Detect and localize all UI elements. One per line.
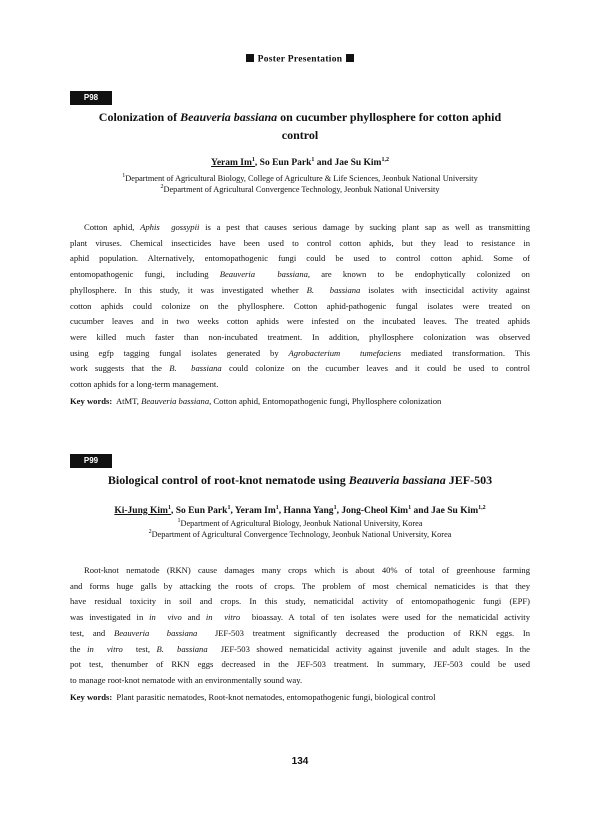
affiliation: $^1$Department of Agricultural Biology, Jeonbuk National University, Korea — [177, 518, 423, 528]
abstract-line: cotton aphids could colonize on the phyllosphere. Cotton aphid-pathogenic fungal isolates were treated on — [70, 300, 530, 311]
keywords — [70, 691, 540, 703]
author: Yeram Im$^1$ — [234, 505, 279, 516]
keywords-label: Key words: — [70, 396, 113, 406]
keywords-text: Plant parasitic nematodes, Root-knot nematodes, entomopathogenic fungi, biological control — [116, 692, 436, 702]
abstract-line: pot test, thenumber of RKN eggs decreased in the JEF-503 treatment. In summary, JEF-503 could be used — [70, 659, 530, 670]
abstract-line: and forms huge galls by attacking the roots of crops. The problem of most chemical nematicides is that they — [70, 580, 530, 591]
author-conjunction: and — [316, 158, 333, 168]
affiliation-list — [60, 173, 540, 196]
abstract-code-badge: P99 — [70, 454, 112, 468]
author: Jong-Cheol Kim$^1$ — [341, 505, 412, 516]
affiliation-list — [60, 518, 540, 541]
abstract-line: plant viruses. Chemical insecticides have been used to control cotton aphids, but they lead to resistance in — [70, 237, 530, 248]
keywords-label: Key words: — [70, 692, 113, 702]
square-bullet-icon — [346, 54, 354, 62]
author: Jae Su Kim$^{1,2}$ — [431, 505, 486, 516]
abstract-line: was investigated in in vivo and in vitro bioassay. A total of ten isolates were used for the nematicidal activity — [70, 612, 530, 623]
abstract-line: using egfp tagging fungal isolates generated by Agrobacterium tumefaciens mediated transformation. This — [70, 347, 530, 358]
author: So Eun Park$^1$ — [259, 157, 315, 168]
keywords — [70, 395, 540, 407]
page-number: 134 — [291, 756, 309, 767]
author-list: Ki-Jung Kim$^1$, So Eun Park$^1$, Yeram Im$^1$, Hanna Yang$^1$, Jong-Cheol Kim$^1$ and Jae Su Kim$^{1,2}$ — [114, 505, 486, 516]
section-title: Poster Presentation — [257, 54, 343, 65]
abstract-body — [70, 220, 530, 393]
title-line: Biological control of root-knot nematode using Beauveria bassiana JEF-503 — [107, 473, 493, 487]
section-header — [0, 54, 600, 65]
title-line: Colonization of Beauveria bassiana on cucumber phyllosphere for cotton aphid — [98, 110, 502, 124]
abstract-line: have residual toxicity in soil and crops. In this study, nematicidal activity of entomopathogenic fungi (EPF) — [70, 596, 530, 607]
abstract-line: were killed much faster than non-incubated treatment. In addition, phyllosphere colonization was observed — [70, 331, 530, 342]
author: Jae Su Kim$^{1,2}$ — [334, 157, 389, 168]
affiliation: $^1$Department of Agricultural Biology, College of Agriculture & Life Sciences, Jeonbuk National University — [122, 173, 478, 183]
author: So Eun Park$^1$ — [175, 505, 231, 516]
abstract-title — [78, 471, 522, 489]
abstract-line: cotton aphids for a long-term management. — [70, 379, 219, 390]
abstract-line: entomopathogenic fungi, including Beauveria bassiana, are known to be endophytically colonized on — [70, 269, 530, 280]
abstract-code-badge: P98 — [70, 91, 112, 105]
square-bullet-icon — [246, 54, 254, 62]
abstract-title — [78, 108, 522, 144]
author-presenter: Ki-Jung Kim$^1$ — [114, 505, 171, 516]
abstract-body — [70, 563, 530, 689]
author-conjunction: and — [413, 506, 429, 516]
abstract-line: aphid population. Alternatively, entomopathogenic fungi could be used to control cotton aphid. Some of — [70, 253, 530, 264]
title-line: control — [281, 128, 319, 142]
abstract-line: the in vitro test, B. bassiana JEF-503 showed nematicidal activity against juvenile and adult stages. In the — [70, 643, 530, 654]
abstract-line: Cotton aphid, Aphis gossypii is a pest that causes serious damage by sucking plant sap as well as transmitting — [84, 222, 530, 232]
affiliation: $^2$Department of Agricultural Convergence Technology, Jeonbuk National University — [160, 184, 440, 195]
affiliation: $^2$Department of Agricultural Convergence Technology, Jeonbuk National University, Korea — [148, 529, 452, 540]
author: Hanna Yang$^1$ — [283, 505, 337, 516]
abstract-line: work suggests that the B. bassiana could colonize on the cucumber leaves and it could be used to control — [70, 363, 530, 374]
author-presenter: Yeram Im$^1$ — [211, 157, 255, 168]
keywords-text: AtMT, Beauveria bassiana, Cotton aphid, Entomopathogenic fungi, Phyllosphere colonization — [115, 396, 442, 406]
abstract-line: test, and Beauveria bassiana JEF-503 treatment significantly decreased the production of RKN eggs. In — [70, 627, 530, 638]
abstract-line: cucumber leaves and in two weeks cotton aphids were infested on the incubated leaves. The treated aphids — [70, 316, 530, 327]
author-list: Yeram Im$^1$, So Eun Park$^1$ and Jae Su Kim$^{1,2}$ — [211, 157, 389, 168]
abstract-line: to manage root-knot nematode with an environmentally sound way. — [70, 674, 303, 685]
abstract-line: Root-knot nematode (RKN) cause damages many crops which is about 40% of total of greenhouse farming — [84, 565, 530, 575]
abstract-line: phyllosphere. In this study, it was investigated whether B. bassiana isolates with insecticidal activity against — [70, 284, 530, 295]
